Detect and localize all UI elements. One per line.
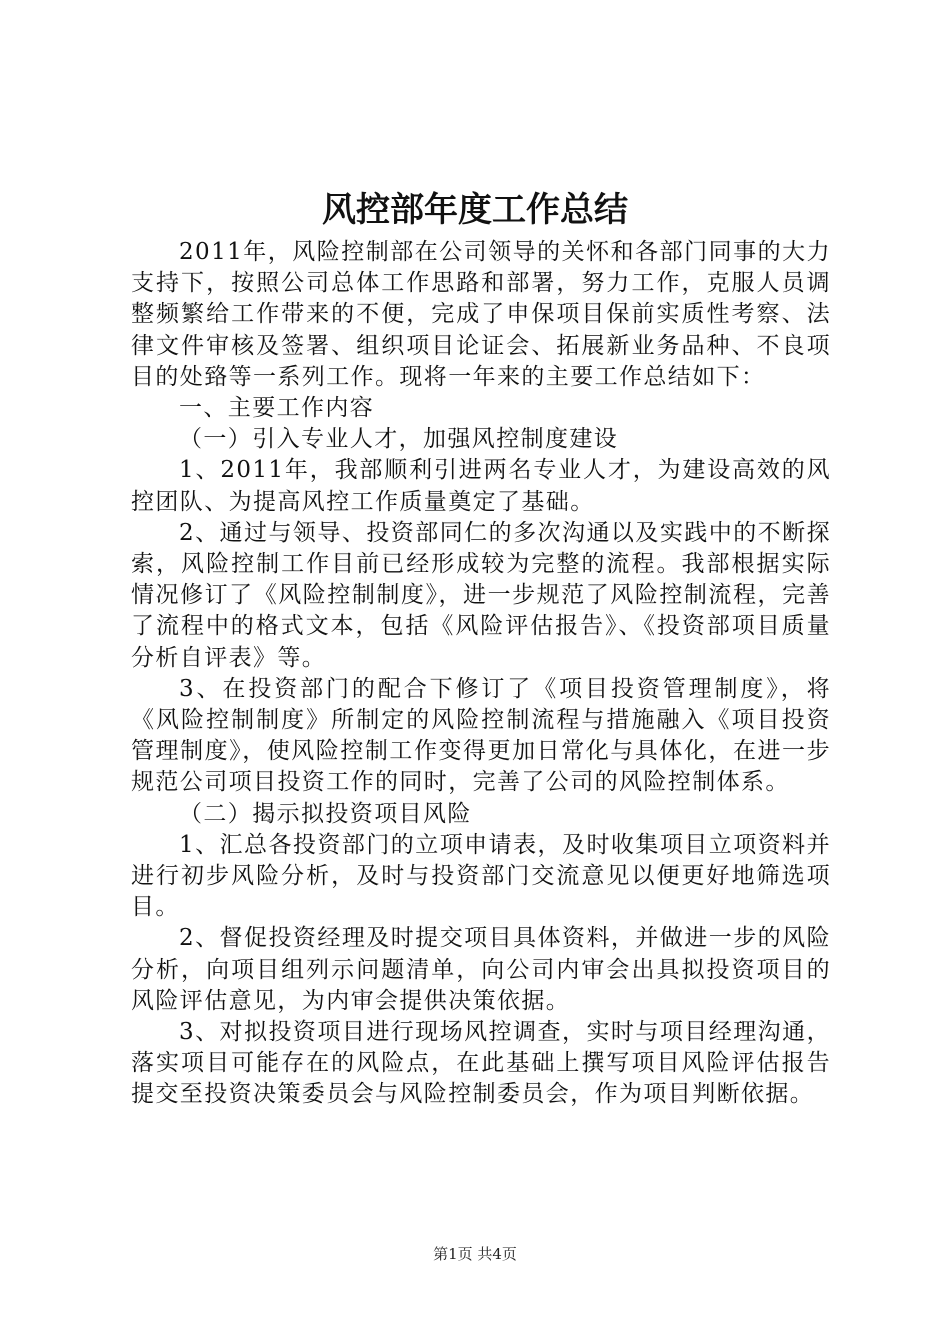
- document-title: 风控部年度工作总结: [322, 190, 628, 230]
- document-body: [131, 237, 831, 1111]
- body-paragraph: 3、对拟投资项目进行现场风控调查，实时与项目经理沟通，落实项目可能存在的风险点，在此基础上撰写项目风险评估报告提交至投资决策委员会与风险控制委员会，作为项目判断依据。: [131, 1019, 831, 1108]
- body-paragraph: 1、汇总各投资部门的立项申请表，及时收集项目立项资料并进行初步风险分析，及时与投资部门交流意见以便更好地筛选项目。: [131, 831, 831, 921]
- intro-paragraph: 2011年，风险控制部在公司领导的关怀和各部门同事的大力支持下，按照公司总体工作思路和部署，努力工作，克服人员调整频繁给工作带来的不便，完成了申保项目保前实质性考察、法律文件审核及签署、组织项目论证会、拓展新业务品种、不良项目的处臵等一系列工作。现将一年来的主要工作总结如下：: [131, 239, 831, 390]
- section-heading: 一、主要工作内容: [179, 395, 375, 422]
- page-footer: 第1页 共4页: [433, 1245, 517, 1263]
- body-paragraph: 2、通过与领导、投资部同仁的多次沟通以及实践中的不断探索，风险控制工作目前已经形成较为完整的流程。我部根据实际情况修订了《风险控制制度》，进一步规范了风险控制流程，完善了流程中的格式文本，包括《风险评估报告》、《投资部项目质量分析自评表》等。: [131, 519, 831, 671]
- body-paragraph: 3、在投资部门的配合下修订了《项目投资管理制度》，将《风险控制制度》所制定的风险控制流程与措施融入《项目投资管理制度》，使风险控制工作变得更加日常化与具体化，在进一步规范公司项目投资工作的同时，完善了公司的风险控制体系。: [131, 675, 831, 796]
- body-paragraph: 1、2011年，我部顺利引进两名专业人才，为建设高效的风控团队、为提高风控工作质量奠定了基础。: [131, 457, 831, 515]
- subsection-heading: （一）引入专业人才，加强风控制度建设: [179, 426, 619, 453]
- subsection-heading: （二）揭示拟投资项目风险: [179, 800, 472, 827]
- body-paragraph: 2、督促投资经理及时提交项目具体资料，并做进一步的风险分析，向项目组列示问题清单，向公司内审会出具拟投资项目的风险评估意见，为内审会提供决策依据。: [131, 925, 831, 1014]
